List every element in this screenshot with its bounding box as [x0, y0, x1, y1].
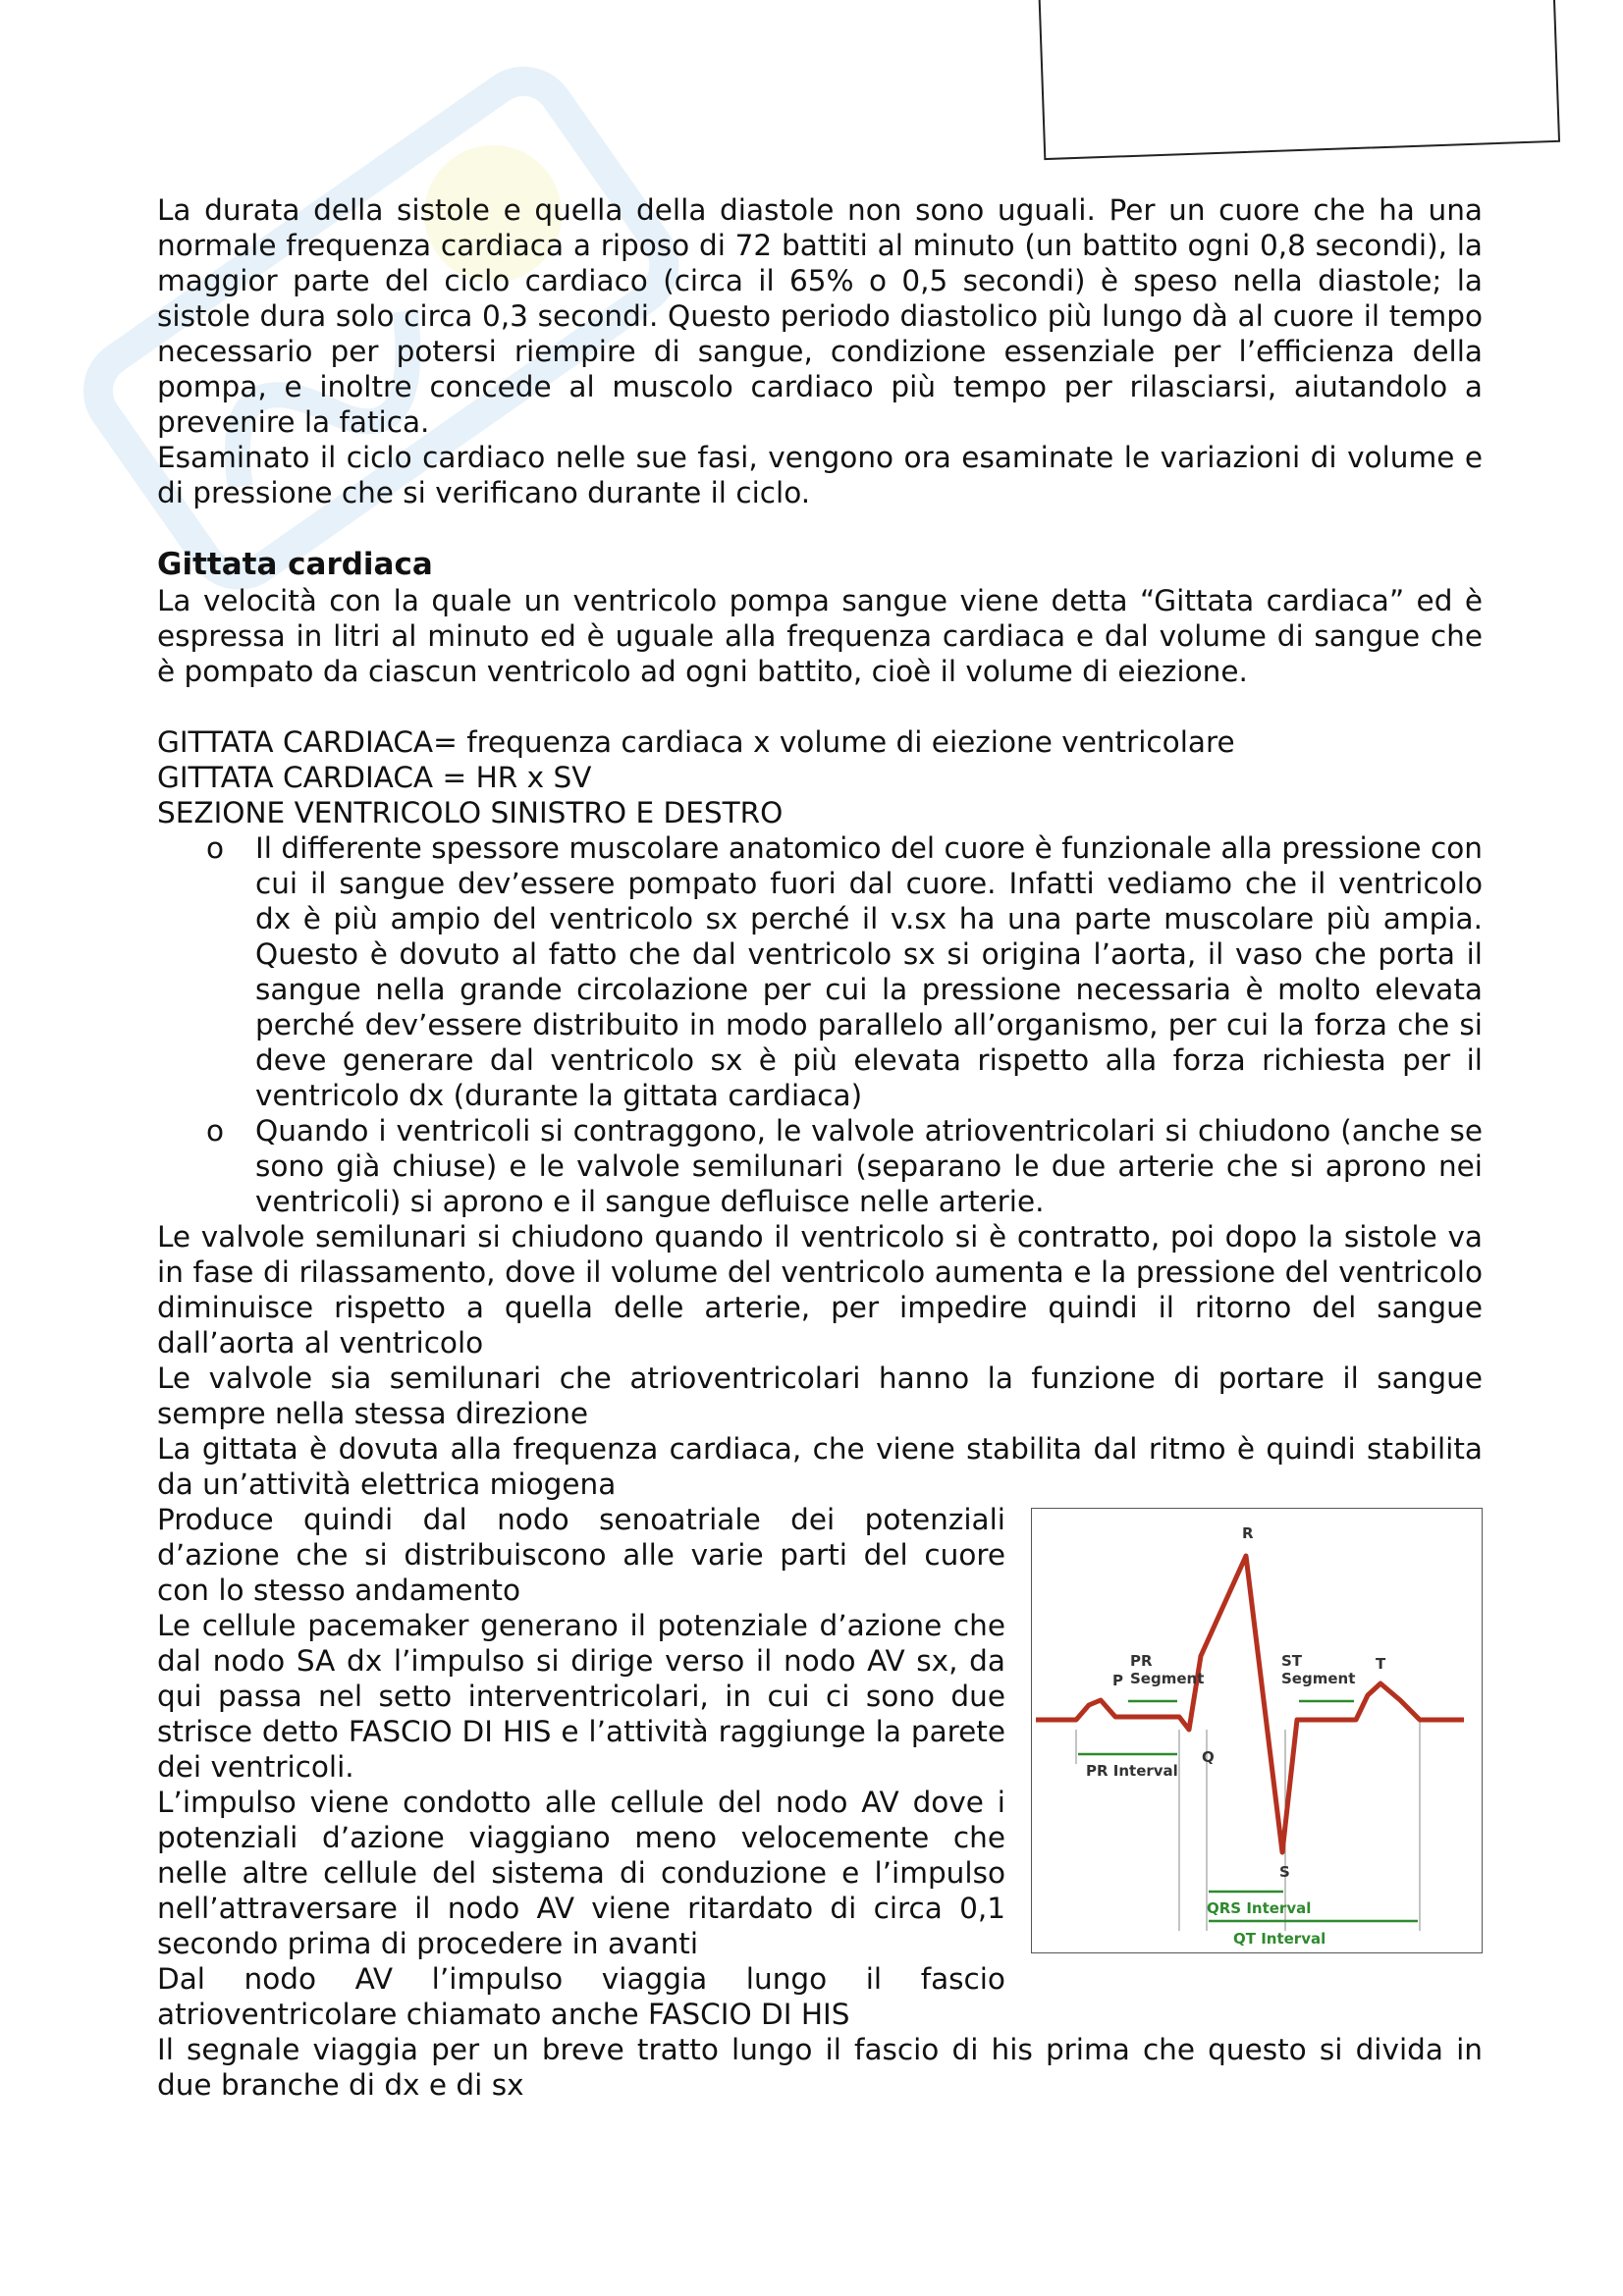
- pr-interval-label: PR Interval: [1086, 1762, 1178, 1780]
- list-item-text: Il differente spessore muscolare anatomico del cuore è funzionale alla pressione con cui il sangue dev’essere pompato fuori dal cuore. Infatti vediamo che il ventricolo dx è più ampio del ventricolo sx perché il v.sx ha una parte muscolare più ampia. Questo è dovuto al fatto che dal ventricolo sx si origina l’aorta, il vaso che porta il sangue nella grande circolazione per cui la pressione necessaria è molto elevata perché dev’essere distribuito in modo parallelo all’organismo, per cui la forza che si deve generare dal ventricolo sx è più elevata rispetto alla forza richiesta per il ventricolo dx (durante la gittata cardiaca): [255, 831, 1483, 1112]
- formula-line: GITTATA CARDIACA = HR x SV: [157, 761, 592, 794]
- formula-line: GITTATA CARDIACA= frequenza cardiaca x volume di eiezione ventricolare: [157, 725, 1235, 759]
- qrs-interval-label: QRS Interval: [1207, 1899, 1312, 1917]
- paragraph: Le valvole semilunari si chiudono quando il ventricolo si è contratto, poi dopo la sistole va in fase di rilassamento, dove il volume del ventricolo aumenta e la pressione del ventricolo diminuisce rispetto a quella delle arterie, per impedire quindi il ritorno del sangue dall’aorta al ventricolo: [157, 1220, 1483, 1360]
- ecg-trace: [1036, 1556, 1464, 1852]
- section-heading: Gittata cardiaca: [157, 547, 433, 582]
- label-s: S: [1279, 1863, 1290, 1881]
- pr-segment-label: Segment: [1130, 1670, 1205, 1687]
- section-line: SEZIONE VENTRICOLO SINISTRO E DESTRO: [157, 796, 784, 829]
- corner-box: [1038, 0, 1560, 160]
- paragraph: Esaminato il ciclo cardiaco nelle sue fasi, vengono ora esaminate le variazioni di volume e di pressione che si verificano durante il ciclo.: [157, 441, 1483, 509]
- paragraph: Dal nodo AV l’impulso viaggia lungo il fascio atrioventricolare chiamato anche FASCIO DI HIS: [157, 1962, 1005, 2031]
- ecg-figure: [1031, 1508, 1483, 1953]
- document-body: [157, 192, 1483, 2103]
- paragraph: Le valvole sia semilunari che atrioventricolari hanno la funzione di portare il sangue sempre nella stessa direzione: [157, 1362, 1483, 1430]
- st-segment-label: Segment: [1281, 1670, 1356, 1687]
- bullet-marker: o: [206, 831, 225, 865]
- paragraph: Le cellule pacemaker generano il potenziale d’azione che dal nodo SA dx l’impulso si dirige verso il nodo AV sx, da qui passa nel setto interventricolari, in cui ci sono due strisce detto FASCIO DI HIS e l’attività raggiunge la parete dei ventricoli.: [157, 1609, 1005, 1784]
- qt-interval-label: QT Interval: [1233, 1930, 1326, 1948]
- bullet-marker: o: [206, 1114, 225, 1148]
- list-item-text: Quando i ventricoli si contraggono, le valvole atrioventricolari si chiudono (anche se sono già chiuse) e le valvole semilunari (separano le due arterie che si aprono nei ventricoli) si aprono e il sangue defluisce nelle arterie.: [255, 1114, 1483, 1218]
- label-p: P: [1112, 1672, 1123, 1689]
- paragraph: La velocità con la quale un ventricolo pompa sangue viene detta “Gittata cardiaca” ed è espressa in litri al minuto ed è uguale alla frequenza cardiaca e dal volume di sangue che è pompato da ciascun ventricolo ad ogni battito, cioè il volume di eiezione.: [157, 584, 1483, 688]
- label-q: Q: [1202, 1748, 1215, 1766]
- paragraph: La gittata è dovuta alla frequenza cardiaca, che viene stabilita dal ritmo è quindi stabilita da un’attività elettrica miogena: [157, 1432, 1483, 1501]
- st-segment-label: ST: [1281, 1652, 1303, 1670]
- paragraph: La durata della sistole e quella della diastole non sono uguali. Per un cuore che ha una normale frequenza cardiaca a riposo di 72 battiti al minuto (un battito ogni 0,8 secondi), la maggior parte del ciclo cardiaco (circa il 65% o 0,5 secondi) è speso nella diastole; la sistole dura solo circa 0,3 secondi. Questo periodo diastolico più lungo dà al cuore il tempo necessario per potersi riempire di sangue, condizione essenziale per l’efficienza della pompa, e inoltre concede al muscolo cardiaco più tempo per rilasciarsi, aiutandolo a prevenire la fatica.: [157, 193, 1483, 439]
- list-item: [157, 1113, 1483, 1219]
- paragraph: L’impulso viene condotto alle cellule del nodo AV dove i potenziali d’azione viaggiano meno velocemente che nelle altre cellule del sistema di conduzione e l’impulso nell’attraversare il nodo AV viene ritardato di circa 0,1 secondo prima di procedere in avanti: [157, 1786, 1005, 1960]
- bullet-list: [157, 830, 1483, 1219]
- label-r: R: [1242, 1524, 1254, 1542]
- pr-segment-label: PR: [1130, 1652, 1153, 1670]
- ecg-diagram: [1032, 1509, 1482, 1952]
- paragraph: Produce quindi dal nodo senoatriale dei potenziali d’azione che si distribuiscono alle varie parti del cuore con lo stesso andamento: [157, 1503, 1005, 1607]
- label-t: T: [1376, 1655, 1386, 1673]
- paragraph: Il segnale viaggia per un breve tratto lungo il fascio di his prima che questo si divida in due branche di dx e di sx: [157, 2033, 1483, 2102]
- list-item: [157, 830, 1483, 1113]
